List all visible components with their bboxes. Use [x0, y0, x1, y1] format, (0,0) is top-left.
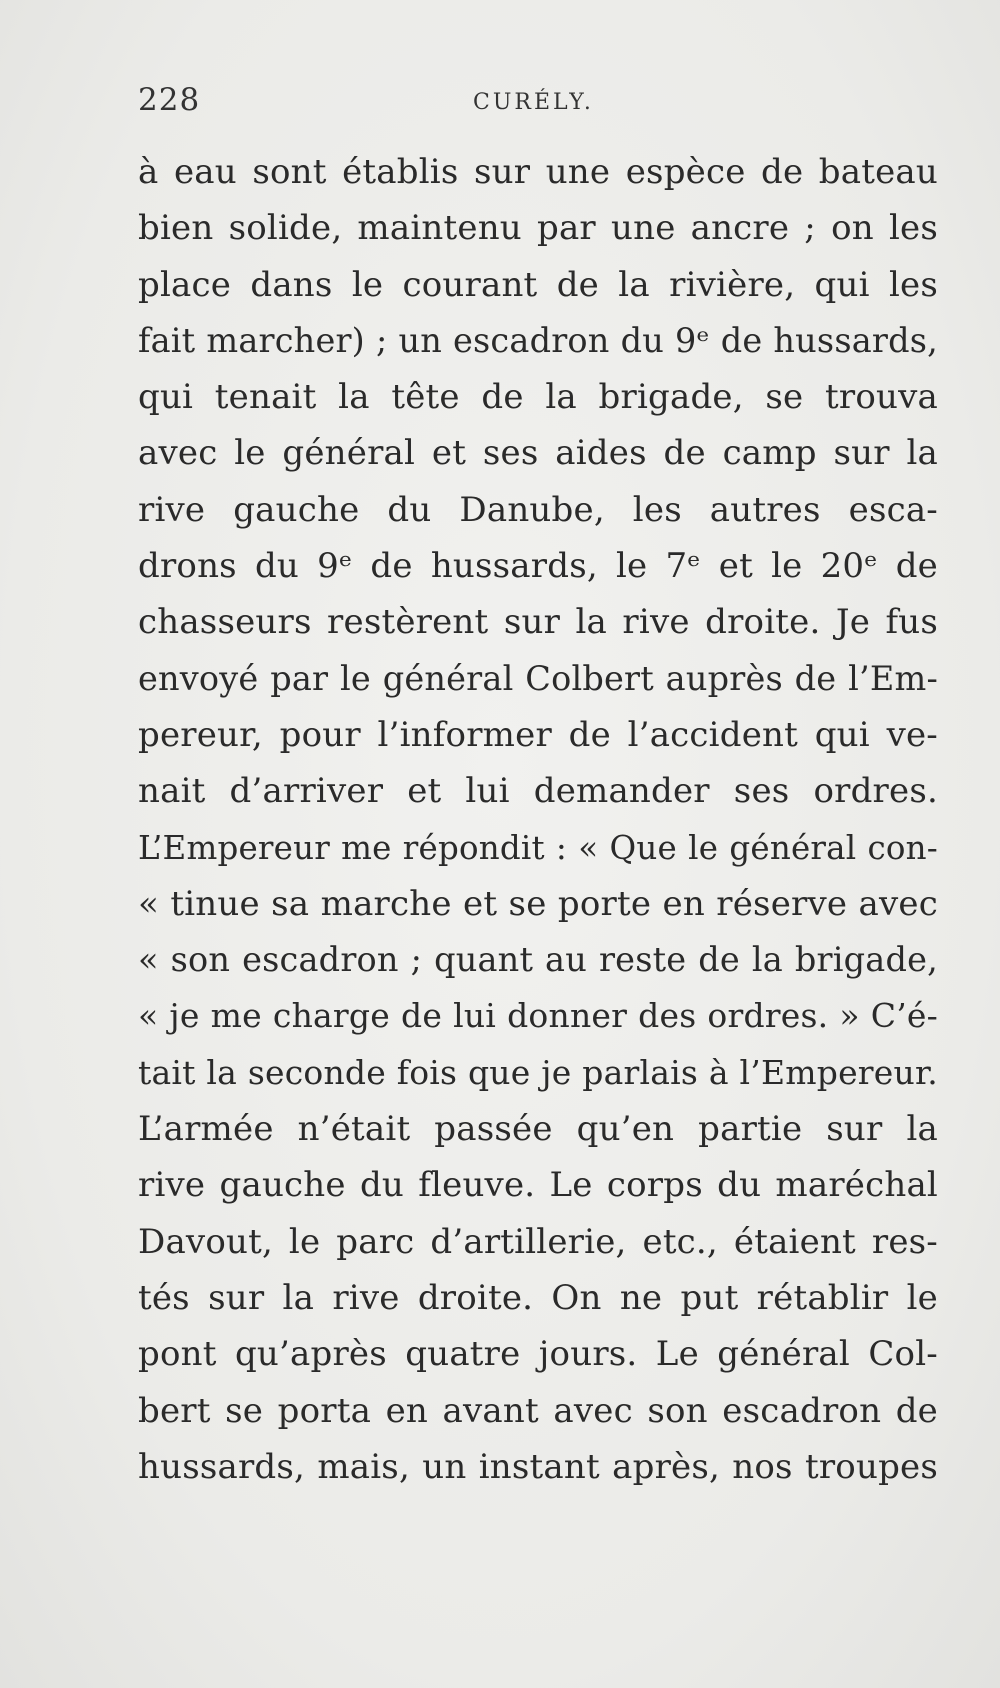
- running-title: CURÉLY.: [473, 90, 594, 115]
- text-line: tés sur la rive droite. On ne put rétablir le: [138, 1277, 938, 1318]
- page-number: 228: [138, 82, 201, 118]
- text-line: rive gauche du fleuve. Le corps du maréchal: [138, 1165, 938, 1206]
- text-line: tait la seconde fois que je parlais à l’Empereur.: [138, 1052, 938, 1092]
- text-line: Davout, le parc d’artillerie, etc., étaient res-: [138, 1221, 938, 1262]
- page-header: [138, 82, 938, 122]
- text-line: fait marcher) ; un escadron du 9ᵉ de hussards,: [138, 320, 938, 360]
- text-line: pont qu’après quatre jours. Le général Col-: [138, 1334, 938, 1375]
- text-line: L’Empereur me répondit : « Que le général con-: [138, 828, 938, 867]
- text-line: rive gauche du Danube, les autres esca-: [138, 489, 938, 530]
- text-line: avec le général et ses aides de camp sur la: [138, 433, 938, 474]
- text-line: bert se porta en avant avec son escadron de: [138, 1390, 938, 1431]
- text-line: bien solide, maintenu par une ancre ; on les: [138, 208, 938, 249]
- text-line: nait d’arriver et lui demander ses ordres.: [138, 771, 938, 812]
- text-line: drons du 9ᵉ de hussards, le 7ᵉ et le 20ᵉ de: [138, 546, 938, 587]
- text-line: hussards, mais, un instant après, nos troupes: [138, 1446, 938, 1487]
- body-text: [138, 144, 938, 1495]
- text-line: pereur, pour l’informer de l’accident qui ve-: [138, 714, 938, 755]
- text-line: « je me charge de lui donner des ordres. » C’é-: [138, 996, 938, 1036]
- text-line: « son escadron ; quant au reste de la brigade,: [138, 940, 938, 980]
- text-line: L’armée n’était passée qu’en partie sur la: [138, 1109, 938, 1150]
- text-line: à eau sont établis sur une espèce de bateau: [138, 152, 938, 192]
- text-line: « tinue sa marche et se porte en réserve avec: [138, 883, 938, 924]
- text-line: place dans le courant de la rivière, qui les: [138, 264, 938, 305]
- text-line: qui tenait la tête de la brigade, se trouva: [138, 377, 938, 418]
- text-line: envoyé par le général Colbert auprès de l’Em-: [138, 658, 938, 698]
- text-line: chasseurs restèrent sur la rive droite. Je fus: [138, 602, 938, 643]
